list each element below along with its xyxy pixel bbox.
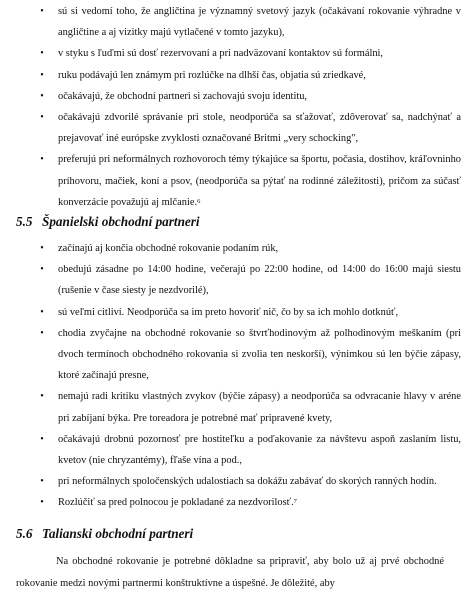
list-british-partners <box>0 1 475 213</box>
bullet-icon: • <box>40 497 44 509</box>
list-item: • očakávajú drobnú pozornosť pre hostiteľku a poďakovanie za návštevu aspoň zaslaním listu, kvetov (nie chryzantémy), fľaše vína a pod., <box>0 429 475 471</box>
body-paragraph: Na obchodné rokovanie je potrebné dôkladne sa pripraviť, aby bolo už aj prvé obchodné rokovanie medzi novými partnermi konštruktívne a úspešné. Je dôležité, aby <box>16 556 444 589</box>
list-item: • chodia zvyčajne na obchodné rokovanie so štvrťhodinovým až polhodinovým meškaním (pri dvoch termínoch obchodného rokovania si zvolia ten neskorší), výnimkou sú len býčie zápasy, ktoré začínajú presne, <box>0 323 475 387</box>
bullet-icon: • <box>40 243 44 254</box>
bullet-icon: • <box>40 90 44 102</box>
list-item: • sú si vedomí toho, že angličtina je významný svetový jazyk (očakávaní rokovanie výhradne v angličtine a aj vizitky majú vytlačené v tomto jazyku), <box>0 1 475 43</box>
bullet-icon: • <box>40 433 44 445</box>
bullet-icon: • <box>40 112 44 124</box>
bullet-icon: • <box>40 391 44 403</box>
footnote-ref: 7 <box>293 498 297 506</box>
bullet-icon: • <box>40 6 44 17</box>
bullet-icon: • <box>40 69 44 81</box>
list-item: • začínajú aj končia obchodné rokovanie podaním rúk, <box>0 238 475 259</box>
list-item: • očakávajú zdvorilé správanie pri stole, neodporúča sa sťažovať, zdôverovať sa, nadchýnať a prejavovať iné európske zvyklosti označované Britmi „very schocking", <box>0 107 475 149</box>
list-item: • Rozlúčiť sa pred polnocou je pokladané za nezdvorilosť.$^7$ <box>0 492 475 513</box>
list-item: • nemajú radi kritiku vlastných zvykov (býčie zápasy) a neodporúča sa odvracanie hlavy v aréne pri zabíjaní býka. Pre toreadora je potrebné mať pripravené kvety, <box>0 386 475 428</box>
list-item: • ruku podávajú len známym pri rozlúčke na dlhší čas, objatia sú zriedkavé, <box>0 65 475 86</box>
list-item: • očakávajú, že obchodní partneri si zachovajú svoju identitu, <box>0 86 475 107</box>
section-heading: 5.6 Talianski obchodní partneri <box>16 526 194 541</box>
list-item: • preferujú pri neformálnych rozhovoroch témy týkajúce sa športu, počasia, dostihov, kráľovninho príhovoru, mačiek, koní a psov, (neodporúča sa pýtať na rodinné záležitosti), pričom za súčasť konverzácie považujú aj mlčanie.$^6$ <box>0 149 475 213</box>
list-item: • v styku s ľuďmi sú dosť rezervovaní a pri nadväzovaní kontaktov sú formálni, <box>0 43 475 64</box>
list-item: • sú veľmi citliví. Neodporúča sa im preto hovoriť nič, čo by sa ich mohlo dotknúť, <box>0 302 475 323</box>
bullet-icon: • <box>40 264 44 276</box>
list-spanish-partners <box>0 238 475 514</box>
bullet-icon: • <box>40 476 44 488</box>
list-item: • obedujú zásadne po 14:00 hodine, večerajú po 22:00 hodine, od 14:00 do 16:00 majú siestu (rušenie v čase siesty je nezdvorilé), <box>0 259 475 301</box>
section-heading: 5.5 Španielski obchodní partneri <box>16 214 200 229</box>
bullet-icon: • <box>40 327 44 339</box>
list-item: • pri neformálnych spoločenských udalostiach sa dokážu zabávať do skorých ranných hodín. <box>0 471 475 492</box>
bullet-icon: • <box>40 48 44 60</box>
footnote-ref: 6 <box>197 197 201 205</box>
bullet-icon: • <box>40 306 44 318</box>
bullet-icon: • <box>40 154 44 166</box>
